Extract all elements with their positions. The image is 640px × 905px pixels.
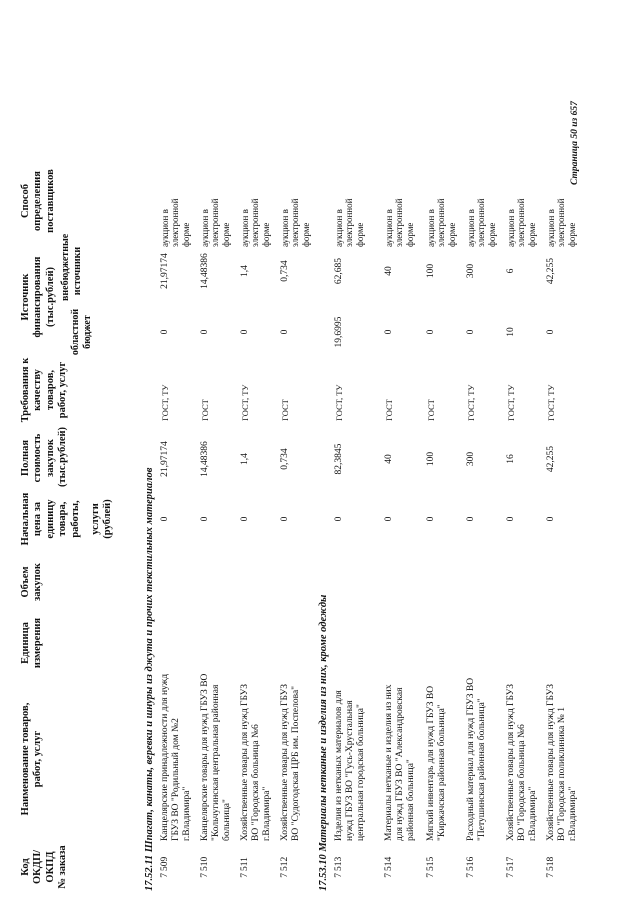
row-method: аукцион в электронной форме: [280, 198, 311, 247]
row-price: 0: [546, 516, 556, 522]
row-full-cost: 100: [426, 451, 436, 467]
row-funding-vne: 14,48386: [200, 253, 210, 289]
row-price: 0: [384, 516, 394, 522]
header-full-cost: Полная стоимость закупок (тыс.рублей): [20, 426, 69, 487]
row-price: 0: [334, 516, 344, 522]
row-funding-vne: 62,685: [334, 257, 344, 285]
row-requirements: ГОСТ: [384, 399, 394, 421]
header-unit: Единица измерения: [20, 617, 44, 669]
row-price: 0: [200, 516, 210, 522]
row-method: аукцион в электронной форме: [384, 198, 415, 247]
header-price: Начальная цена за единицу товара, работы, услуги (рублей): [20, 492, 114, 546]
row-price: 0: [280, 516, 290, 522]
row-funding-obl: 0: [200, 329, 210, 335]
row-method: аукцион в электронной форме: [466, 198, 497, 247]
row-method: аукцион в электронной форме: [334, 198, 365, 247]
row-num: 7: [426, 873, 436, 878]
section-title: 17.52.11 Шпагат, канаты, веревки и шнуры из джута и прочих текстильных материалов: [144, 467, 155, 891]
row-order: 511: [240, 857, 250, 871]
row-requirements: ГОСТ, ТУ: [466, 384, 476, 421]
row-num: 7: [334, 873, 344, 878]
row-num: 7: [506, 873, 516, 878]
row-full-cost: 14,48386: [200, 441, 210, 477]
row-requirements: ГОСТ: [280, 399, 290, 421]
row-funding-obl: 0: [280, 329, 290, 335]
header-funding: Источник финансирования (тыс.рублей): [20, 256, 56, 338]
row-order: 515: [426, 856, 436, 871]
row-price: 0: [160, 516, 170, 522]
row-funding-vne: 6: [506, 268, 516, 274]
row-funding-obl: 0: [546, 329, 556, 335]
row-method: аукцион в электронной форме: [426, 198, 457, 247]
page-number: Страница 50 из 657: [570, 101, 580, 185]
row-funding-vne: 300: [466, 263, 476, 279]
row-method: аукцион в электронной форме: [506, 198, 537, 247]
row-requirements: ГОСТ, ТУ: [506, 384, 516, 421]
row-full-cost: 16: [506, 454, 516, 464]
row-num: 7: [280, 873, 290, 878]
row-price: 0: [426, 516, 436, 522]
row-requirements: ГОСТ, ТУ: [546, 384, 556, 421]
row-name: Хозяйственные товары для нужд ГБУЗ ВО "Городская больница №6 г.Владимира": [506, 683, 539, 841]
row-method: аукцион в электронной форме: [240, 198, 271, 247]
section-title: 17.53.10 Материалы нетканые и изделия из них, кроме одежды: [318, 594, 329, 891]
row-requirements: ГОСТ, ТУ: [334, 384, 344, 421]
header-funding-vne: внебюджетные источники: [60, 233, 83, 301]
row-order: 510: [200, 856, 210, 871]
row-funding-vne: 42,255: [546, 257, 556, 285]
row-num: 7: [160, 873, 170, 878]
row-requirements: ГОСТ: [200, 399, 210, 421]
row-name: Хозяйственные товары для нужд ГБУЗ ВО "Городская больница №6 г.Владимира": [240, 683, 273, 841]
row-full-cost: 300: [466, 451, 476, 467]
row-name: Расходный материал для нужд ГБУЗ ВО "Петушинская районная больница": [466, 677, 488, 841]
row-order: 514: [384, 856, 394, 871]
row-name: Изделия из нетканых материалов для нужд ГБУЗ ВО "Гусь-Хрустальная центральная городская больница": [334, 690, 367, 841]
row-price: 0: [506, 516, 516, 522]
row-requirements: ГОСТ, ТУ: [160, 384, 170, 421]
row-num: 7: [546, 873, 556, 878]
header-volume: Объем закупок: [20, 563, 44, 601]
row-funding-vne: 0,734: [280, 260, 290, 282]
row-order: 512: [280, 856, 290, 871]
row-method: аукцион в электронной форме: [160, 198, 191, 247]
row-num: 7: [240, 873, 250, 878]
header-requirements: Требования к качеству товаров, работ, услуг: [20, 357, 69, 423]
row-order: 513: [334, 856, 344, 871]
row-num: 7: [384, 873, 394, 878]
row-order: 509: [160, 856, 170, 871]
header-funding-obl: областной бюджет: [70, 308, 93, 356]
row-name: Канцелярские принадлежности для нужд ГБУЗ ВО "Родильный дом №2 г.Владимира": [160, 673, 193, 841]
row-order: 516: [466, 856, 476, 871]
row-full-cost: 1,4: [240, 453, 250, 465]
row-order: 518: [546, 856, 556, 871]
row-method: аукцион в электронной форме: [200, 198, 231, 247]
row-name: Канцелярские товары для нужд ГБУЗ ВО "Кольчугинская центральная районная больница": [200, 673, 233, 841]
row-full-cost: 40: [384, 454, 394, 464]
row-funding-vne: 21,97174: [160, 253, 170, 289]
header-name: Наименование товаров, работ, услуг: [20, 702, 44, 816]
row-funding-obl: 0: [384, 329, 394, 335]
row-name: Мягкий инвентарь для нужд ГБУЗ ВО "Киржачская районная больница": [426, 685, 448, 841]
row-funding-vne: 100: [426, 263, 436, 279]
row-requirements: ГОСТ: [426, 399, 436, 421]
row-num: 7: [200, 873, 210, 878]
row-order: 517: [506, 856, 516, 871]
row-full-cost: 82,3845: [334, 443, 344, 475]
row-funding-obl: 10: [506, 327, 516, 337]
row-name: Хозяйственные товары для нужд ГБУЗ ВО "Судогодская ЦРБ им. Поспелова": [280, 683, 302, 841]
header-method: Способ определения поставщиков: [20, 169, 56, 233]
row-price: 0: [466, 516, 476, 522]
row-price: 0: [240, 516, 250, 522]
row-funding-obl: 19,6995: [334, 316, 344, 348]
row-name: Хозяйственные товары для нужд ГБУЗ ВО "Городская поликлиника № 1 г.Владимира": [546, 683, 579, 841]
row-full-cost: 21,97174: [160, 441, 170, 477]
row-funding-obl: 0: [160, 329, 170, 335]
row-funding-obl: 0: [466, 329, 476, 335]
row-requirements: ГОСТ, ТУ: [240, 384, 250, 421]
row-funding-obl: 0: [240, 329, 250, 335]
row-num: 7: [466, 873, 476, 878]
row-name: Материалы нетканые и изделия из них для нужд ГБУЗ ВО "Александровская районная больница": [384, 684, 417, 841]
row-funding-obl: 0: [426, 329, 436, 335]
header-code: Код ОКДП/ ОКПД № заказа: [20, 845, 69, 889]
row-full-cost: 42,255: [546, 445, 556, 473]
row-funding-vne: 1,4: [240, 265, 250, 277]
row-funding-vne: 40: [384, 266, 394, 276]
row-full-cost: 0,734: [280, 448, 290, 470]
row-method: аукцион в электронной форме: [546, 198, 577, 247]
